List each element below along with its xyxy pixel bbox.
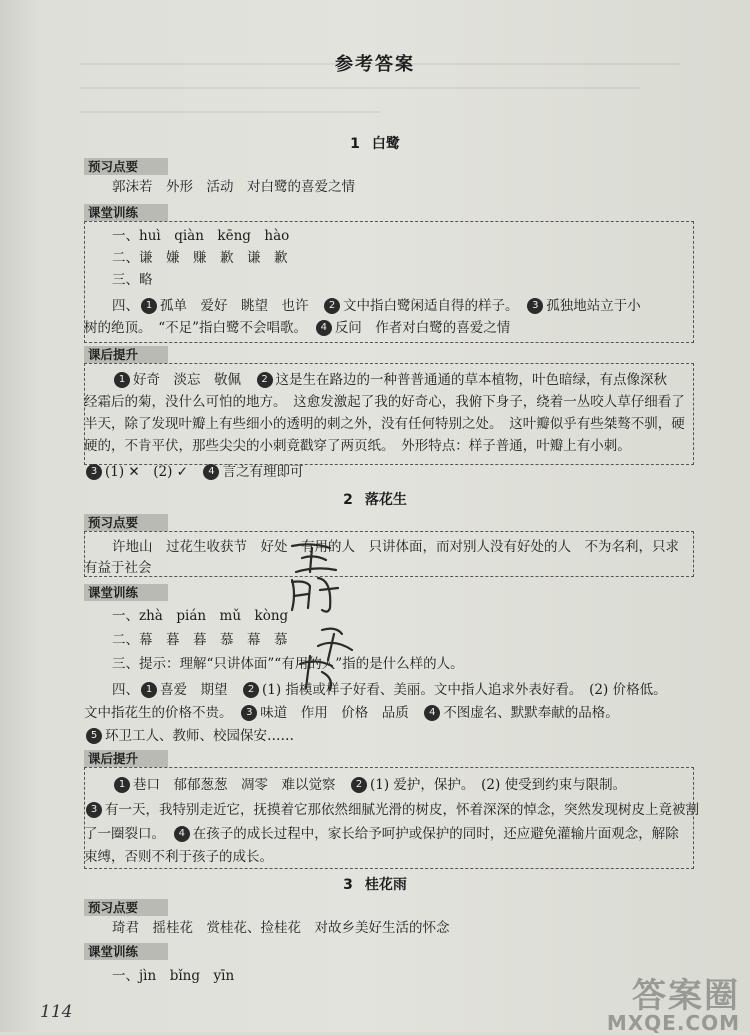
after-ans-1: 巷口 郁郁葱葱 凋零 难以觉察: [133, 777, 336, 793]
tag-preview: 预习点要: [84, 158, 168, 175]
ch1-class-line-1: 一、huì qiàn kēng hào: [112, 228, 290, 244]
q4-ans-2: (1) 指模或样子好看、美丽。文中指人追求外表好看。 (2) 价格低。: [262, 682, 667, 698]
circle-num-3-icon: 3: [527, 298, 543, 314]
after-ans-4: 言之有理即可: [222, 464, 304, 480]
ch1-after-line-2: 经霜后的菊，没什么可怕的地方。 这愈发激起了我的好奇心，我俯下身子，绕着一丛咬人草仔细看了: [84, 394, 685, 410]
q4-ans-4: 反问 作者对白鹭的喜爱之情: [334, 320, 511, 336]
watermark-line-2: MXQE.COM: [606, 1011, 740, 1035]
chapter-number: 3: [343, 877, 353, 893]
chapter-name: 落花生: [364, 492, 407, 508]
q4-ans-3: 孤独地站立于小: [546, 298, 641, 314]
ch2-class-line-2: 二、幕 暮 暮 慕 幕 慕: [112, 632, 288, 648]
ch3-class-line-1: 一、jìn bǐng yīn: [112, 968, 235, 984]
page-number: 114: [40, 1002, 73, 1022]
tag-class-training: 课堂训练: [84, 943, 168, 960]
watermark: [607, 968, 740, 1035]
ch1-class-line-3: 三、略: [112, 272, 153, 288]
page-title: 参考答案: [335, 54, 415, 75]
ch1-q4-line-1: [112, 296, 641, 316]
q4-ans-1: 喜爱 期望: [160, 682, 228, 698]
tag-preview: 预习点要: [84, 899, 168, 916]
chapter-name: 白鹭: [371, 136, 400, 152]
circle-num-4-icon: 4: [174, 826, 190, 842]
after-ans-3: 有一天，我特别走近它，抚摸着它那依然细腻光滑的树皮，怀着深深的悼念，突然发现树皮上竟被割: [105, 802, 699, 818]
tag-after-class: 课后提升: [84, 750, 168, 767]
ch1-after-line-1: [112, 370, 667, 390]
q4-label: 四、: [112, 298, 139, 314]
ch2-class-line-1: 一、zhà pián mǔ kòng: [112, 608, 289, 624]
q4-ans-1: 孤单 爱好 眺望 也许: [160, 298, 309, 314]
circle-num-2-icon: 2: [257, 372, 273, 388]
chapter-2-title: [0, 489, 750, 509]
circle-num-3-icon: 3: [86, 802, 102, 818]
chapter-number: 1: [350, 136, 360, 152]
q4-ans-3: 味道 作用 价格 品质: [260, 705, 409, 721]
after-ans-1: 好奇 淡忘 敬佩: [133, 372, 241, 388]
watermark-line-1: 答案圈: [632, 976, 740, 1016]
ch1-after-line-5: [84, 462, 303, 482]
q4-ans-2: 文中指白鹭闲适自得的样子。: [343, 298, 512, 314]
q4-label: 四、: [112, 682, 139, 698]
ch2-preview-line-2: 有益于社会: [84, 560, 152, 576]
ch1-after-line-3: 半天，除了发现叶瓣上有些细小的透明的刺之外，没有任何特别之处。 这叶瓣似乎有些桀骜不驯，硬: [84, 416, 685, 432]
tag-after-class: 课后提升: [84, 346, 168, 363]
chapter-number: 2: [343, 492, 353, 508]
ch2-preview-line-1: 许地山 过花生收获节 好处 有用的人 只讲体面，而对别人没有好处的人 不为名利，只求: [112, 539, 679, 555]
circle-num-1-icon: 1: [141, 298, 157, 314]
chapter-1-title: [0, 133, 750, 153]
circle-num-2-icon: 2: [351, 777, 367, 793]
circle-num-4-icon: 4: [316, 320, 332, 336]
tag-class-training: 课堂训练: [84, 584, 168, 601]
ch2-class-line-3: 三、提示：理解“只讲体面”“有用的人”指的是什么样的人。: [112, 656, 464, 672]
after-ans-3: (1) ✕ (2) ✓: [105, 464, 188, 480]
ch2-q4-line-1: [112, 680, 667, 700]
after-ans-2: (1) 爱护，保护。 (2) 使受到约束与限制。: [370, 777, 627, 793]
circle-num-3-icon: 3: [86, 464, 102, 480]
circle-num-4-icon: 4: [424, 705, 440, 721]
ch2-after-line-2: [84, 800, 699, 820]
circle-num-2-icon: 2: [243, 682, 259, 698]
circle-num-1-icon: 1: [141, 682, 157, 698]
ch2-after-line-1: [112, 775, 626, 795]
after-ans-4: 在孩子的成长过程中，家长给予呵护或保护的同时，还应避免灌输片面观念，解除: [192, 826, 679, 842]
tag-preview: 预习点要: [84, 514, 168, 531]
after-ans-2: 这是生在路边的一种普普通通的草本植物，叶色暗绿，有点像深秋: [275, 372, 667, 388]
tag-class-training: 课堂训练: [84, 204, 168, 221]
q4-ans-2-cont: 文中指花生的价格不贵。: [84, 705, 226, 721]
q4-ans-3-cont: 树的绝顶。 “不足”指白鹭不会唱歌。: [84, 320, 301, 336]
circle-num-3-icon: 3: [241, 705, 257, 721]
circle-num-4-icon: 4: [203, 464, 219, 480]
ch2-after-line-4: 束缚，否则不利于孩子的成长。: [84, 849, 273, 865]
circle-num-5-icon: 5: [86, 728, 102, 744]
ch2-q4-line-2: [84, 703, 619, 723]
ch3-preview-answer: 琦君 摇桂花 赏桂花、捡桂花 对故乡美好生活的怀念: [112, 920, 450, 936]
ch2-after-line-3: [84, 824, 679, 844]
chapter-3-title: [0, 874, 750, 894]
ch1-q4-line-2: [84, 318, 510, 338]
chapter-name: 桂花雨: [364, 877, 407, 893]
handwriting-scribble: [282, 538, 372, 698]
circle-num-1-icon: 1: [114, 372, 130, 388]
after-ans-3-cont: 了一圈裂口。: [84, 826, 159, 842]
ch1-after-line-4: 硬的，不肯平伏，那些尖尖的小刺竟戳穿了两页纸。 外形特点：样子普通，叶瓣上有小刺。: [84, 438, 631, 454]
q5-ans: 环卫工人、教师、校园保安……: [105, 728, 294, 744]
ch2-q5-line: [84, 726, 294, 746]
q4-ans-4: 不图虚名、默默奉献的品格。: [443, 705, 619, 721]
circle-num-1-icon: 1: [114, 777, 130, 793]
ch1-class-line-2: 二、谦 嫌 赚 歉 谦 歉: [112, 250, 288, 266]
circle-num-2-icon: 2: [324, 298, 340, 314]
ch1-preview-answer: 郭沫若 外形 活动 对白鹭的喜爱之情: [112, 179, 355, 195]
